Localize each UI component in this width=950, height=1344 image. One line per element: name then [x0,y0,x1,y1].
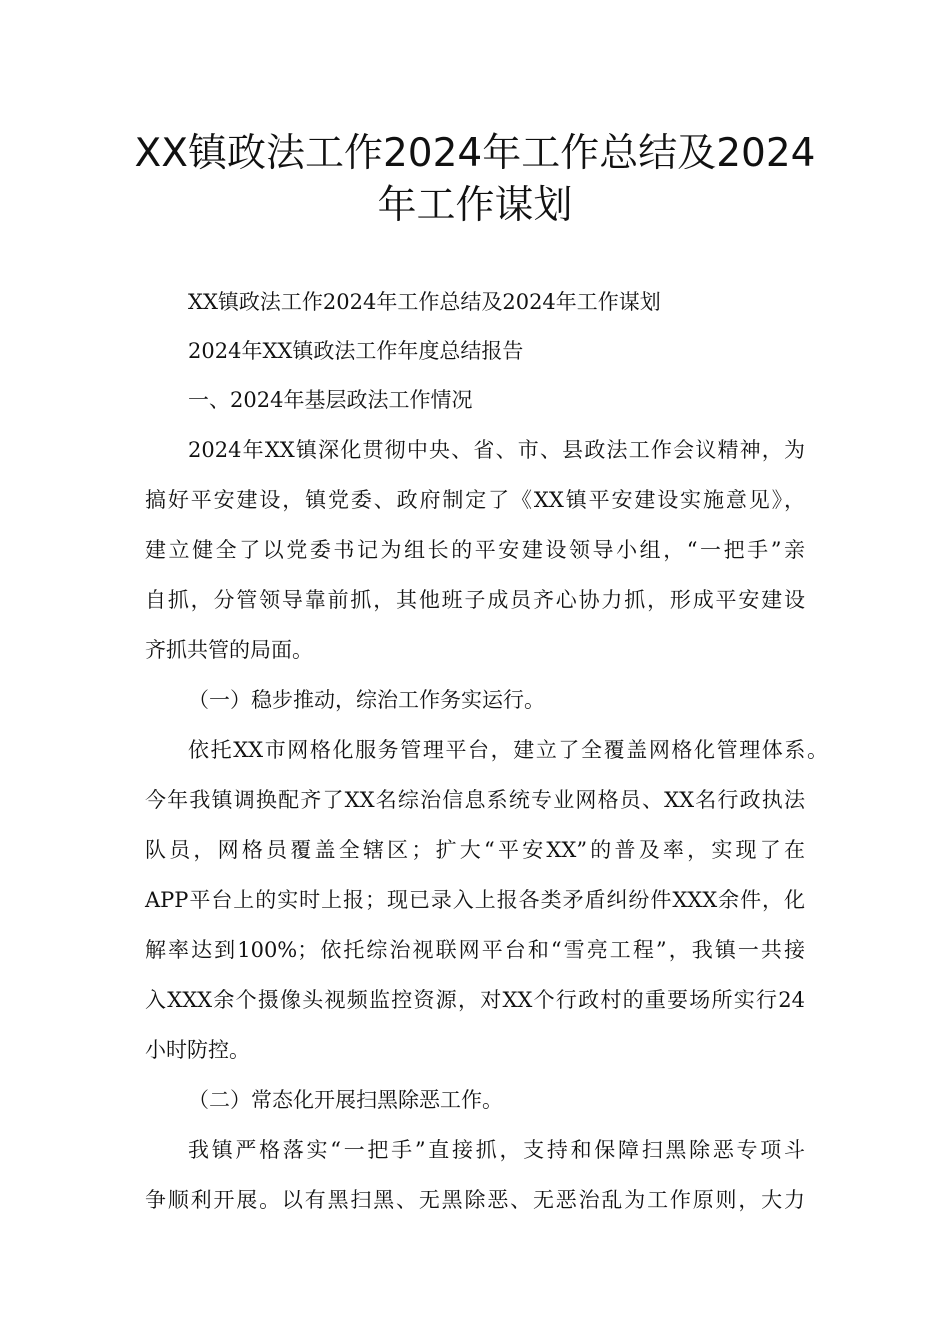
paragraph-line: APP平台上的实时上报；现已录入上报各类矛盾纠纷件XXX余件，化 [145,888,805,912]
paragraph-line: 争顺利开展。以有黑扫黑、无黑除恶、无恶治乱为工作原则，大力 [145,1188,805,1212]
paragraph-line: 入XXX余个摄像头视频监控资源，对XX个行政村的重要场所实行24 [145,988,805,1012]
subtitle-line: XX镇政法工作2024年工作总结及2024年工作谋划 [188,290,661,314]
paragraph-line: 队员，网格员覆盖全辖区；扩大“平安XX”的普及率，实现了在 [145,838,805,862]
paragraph-line: 解率达到100%；依托综治视联网平台和“雪亮工程”，我镇一共接 [145,938,805,962]
paragraph-line: 依托XX市网格化服务管理平台，建立了全覆盖网格化管理体系。 [188,738,828,762]
subsection-heading-2: （二）常态化开展扫黑除恶工作。 [188,1088,503,1112]
document-title-line-1: XX镇政法工作2024年工作总结及2024 [134,131,816,176]
report-title-line: 2024年XX镇政法工作年度总结报告 [188,339,524,363]
paragraph-line: 我镇严格落实“一把手”直接抓，支持和保障扫黑除恶专项斗 [188,1138,805,1162]
document-title-line-2: 年工作谋划 [377,183,573,228]
paragraph-line: 搞好平安建设，镇党委、政府制定了《XX镇平安建设实施意见》， [145,488,805,512]
paragraph-line: 小时防控。 [145,1038,250,1062]
subsection-heading-1: （一）稳步推动，综治工作务实运行。 [188,688,545,712]
paragraph-line: 今年我镇调换配齐了XX名综治信息系统专业网格员、XX名行政执法 [145,788,805,812]
section-heading-1: 一、2024年基层政法工作情况 [188,388,473,412]
paragraph-line: 建立健全了以党委书记为组长的平安建设领导小组，“一把手”亲 [145,538,805,562]
paragraph-line: 2024年XX镇深化贯彻中央、省、市、县政法工作会议精神，为 [188,438,805,462]
paragraph-line: 自抓，分管领导靠前抓，其他班子成员齐心协力抓，形成平安建设 [145,588,805,612]
paragraph-line: 齐抓共管的局面。 [145,638,313,662]
